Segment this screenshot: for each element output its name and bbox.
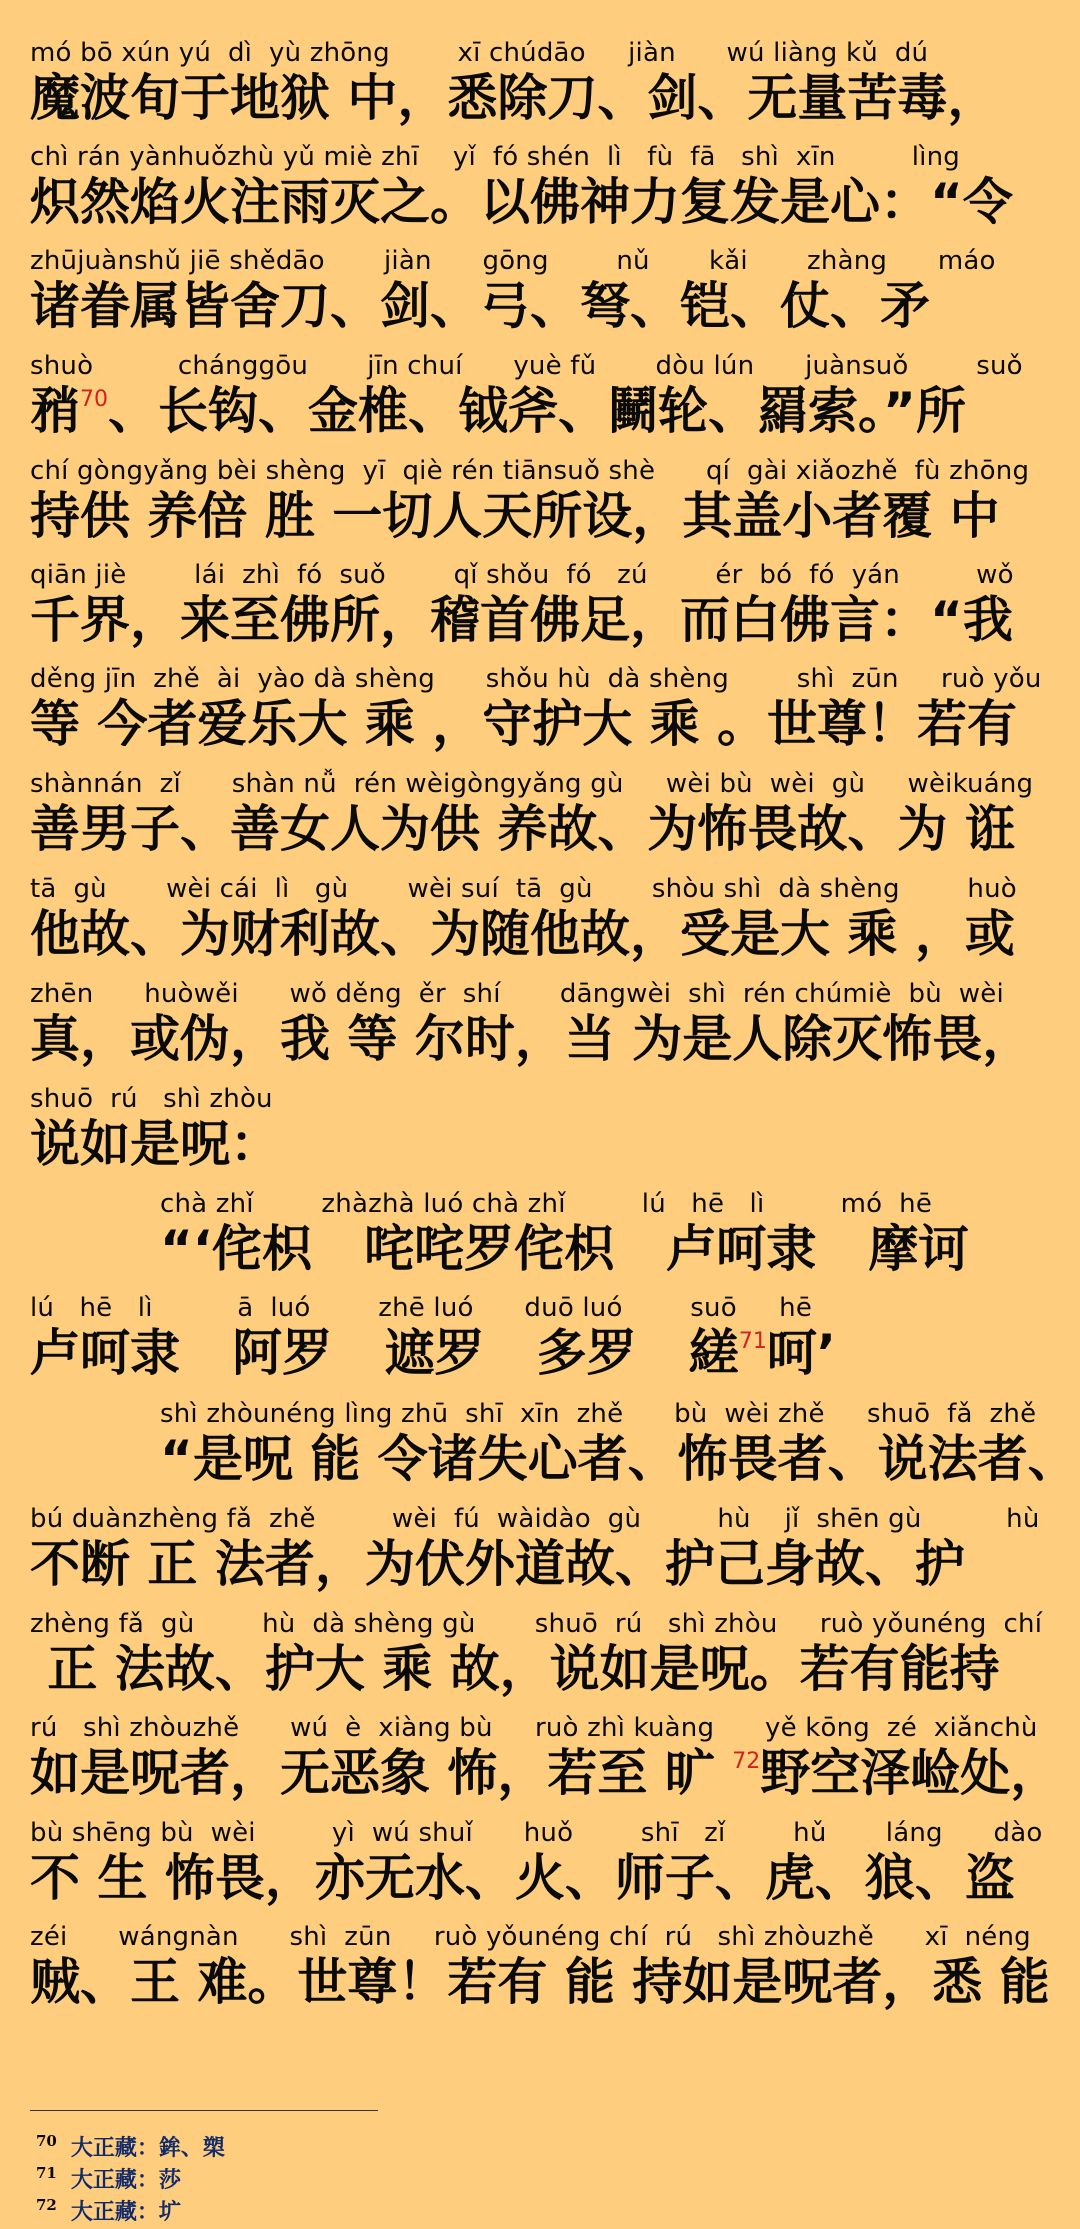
hanzi-text: 卢呵隶 阿罗 遮罗 多罗 縒 [30, 1324, 739, 1382]
hanzi-line [30, 694, 1060, 756]
text-line [30, 1293, 1060, 1385]
hanzi-line [30, 1009, 1060, 1071]
text-line [30, 979, 1060, 1071]
hanzi-text: 善男子、善女人为供 养故、为怖畏故、为 诳 [30, 800, 1015, 858]
footnote-item [36, 2165, 181, 2197]
text-line [160, 1399, 1078, 1491]
pinyin-line: chà zhǐ zhàzhà luó chà zhǐ lú hē lì mó hē [160, 1189, 933, 1219]
text-line [30, 560, 1060, 652]
pinyin-line: zhūjuànshǔ jiē shědāo jiàn gōng nǔ kǎi zhàng máo [30, 246, 996, 276]
hanzi-text: 持供 养倍 胜 一切人天所设，其盖小者覆 中 [30, 487, 1000, 545]
pinyin-line: zhèng fǎ gù hù dà shèng gù shuō rú shì zhòu ruò yǒunéng chí [30, 1609, 1043, 1639]
footnote-item [36, 2197, 181, 2229]
hanzi-text: 呵’ [766, 1324, 836, 1382]
hanzi-line [30, 486, 1060, 548]
hanzi-text: 贼、王 难。世尊！若有 能 持如是呪者，悉 能 [30, 1953, 1050, 2011]
hanzi-line [30, 1114, 1060, 1176]
pinyin-line: zéi wángnàn shì zūn ruò yǒunéng chí rú shì zhòuzhě xī néng [30, 1922, 1031, 1952]
hanzi-text: “‘侘枳 咤咤罗侘枳 卢呵隶 摩诃 [160, 1220, 969, 1278]
footnote-text: 大正藏：莎 [70, 2167, 181, 2193]
hanzi-text: 不 生 怖畏，亦无水、火、师子、虎、狼、盗 [30, 1849, 1015, 1907]
hanzi-line [30, 590, 1060, 652]
pinyin-line: zhēn huòwěi wǒ děng ěr shí dāngwèi shì rén chúmiè bù wèi [30, 979, 1004, 1009]
hanzi-line [30, 172, 1060, 234]
hanzi-text: 矟 [30, 382, 80, 440]
footnote-divider [30, 2110, 378, 2111]
hanzi-line [30, 68, 1060, 130]
pinyin-line: shuō rú shì zhòu [30, 1084, 273, 1114]
text-line [30, 1922, 1060, 2014]
text-line [30, 1084, 1060, 1176]
hanzi-text: “是呪 能 令诸失心者、怖畏者、说法者、 [160, 1430, 1078, 1488]
footnote-number: 71 [36, 2164, 57, 2182]
text-line [30, 456, 1060, 548]
text-line [30, 246, 1060, 338]
pinyin-line: děng jīn zhě ài yào dà shèng shǒu hù dà shèng shì zūn ruò yǒu [30, 664, 1042, 694]
pinyin-line: chí gòngyǎng bèi shèng yī qiè rén tiānsuǒ shè qí gài xiǎozhě fù zhōng [30, 456, 1030, 486]
hanzi-line [160, 1219, 1060, 1281]
text-line [30, 874, 1060, 966]
hanzi-line [30, 1534, 1060, 1596]
footnote-marker[interactable]: 72 [732, 1749, 761, 1774]
hanzi-line [30, 1743, 1060, 1805]
footnote-text: 大正藏：鉾、槊 [70, 2135, 225, 2161]
pinyin-line: qiān jiè lái zhì fó suǒ qǐ shǒu fó zú ér bó fó yán wǒ [30, 560, 1014, 590]
text-line [30, 1609, 1060, 1701]
pinyin-line: lú hē lì ā luó zhē luó duō luó suō hē [30, 1293, 813, 1323]
pinyin-line: rú shì zhòuzhě wú è xiàng bù ruò zhì kuàng yě kōng zé xiǎnchù [30, 1713, 1038, 1743]
text-line [30, 769, 1060, 861]
text-line [30, 38, 1060, 130]
pinyin-line: bú duànzhèng fǎ zhě wèi fú wàidào gù hù jǐ shēn gù hù [30, 1504, 1040, 1534]
hanzi-text: 正 法故、护大 乘 故，说如是呪。若有能持 [30, 1640, 1000, 1698]
pinyin-line: tā gù wèi cái lì gù wèi suí tā gù shòu shì dà shèng huò [30, 874, 1017, 904]
pinyin-line: chì rán yànhuǒzhù yǔ miè zhī yǐ fó shén lì fù fā shì xīn lìng [30, 142, 960, 172]
footnote-number: 70 [36, 2132, 57, 2150]
hanzi-line [30, 799, 1060, 861]
footnote-number: 72 [36, 2196, 57, 2214]
hanzi-text: 说如是呪： [30, 1115, 280, 1173]
pinyin-line: mó bō xún yú dì yù zhōng xī chúdāo jiàn wú liàng kǔ dú [30, 38, 929, 68]
hanzi-line [30, 1952, 1060, 2014]
hanzi-line [160, 1429, 1078, 1491]
hanzi-line [30, 381, 1060, 443]
text-line [30, 351, 1060, 443]
footnote-text: 大正藏：圹 [70, 2199, 181, 2225]
hanzi-line [30, 1323, 1060, 1385]
hanzi-text: 如是呪者，无恶象 怖，若至 旷 [30, 1744, 733, 1802]
footnote-marker[interactable]: 71 [738, 1329, 767, 1354]
hanzi-text: 真，或伪，我 等 尔时，当 为是人除灭怖畏， [30, 1010, 1033, 1068]
pinyin-line: bù shēng bù wèi yì wú shuǐ huǒ shī zǐ hǔ láng dào [30, 1818, 1043, 1848]
hanzi-text: 不断 正 法者，为伏外道故、护己身故、护 [30, 1535, 965, 1593]
hanzi-line [30, 1848, 1060, 1910]
footnote-item [36, 2133, 225, 2165]
text-line [30, 1818, 1060, 1910]
hanzi-text: 野空泽崄处， [760, 1744, 1061, 1802]
text-line [30, 664, 1060, 756]
footnote-marker[interactable]: 70 [80, 387, 108, 412]
text-line [30, 1713, 1060, 1805]
text-line [30, 1504, 1060, 1596]
hanzi-text: 魔波旬于地狱 中，悉除刀、剑、无量苦毒， [30, 69, 998, 127]
hanzi-text: 等 今者爱乐大 乘 ，守护大 乘 。世尊！若有 [30, 695, 1018, 753]
pinyin-line: shànnán zǐ shàn nǚ rén wèigòngyǎng gù wèi bù wèi gù wèikuáng [30, 769, 1034, 799]
hanzi-text: 诸眷属皆舍刀、剑、弓、弩、铠、仗、矛 [30, 277, 930, 335]
hanzi-line [30, 904, 1060, 966]
hanzi-text: 千界，来至佛所，稽首佛足，而白佛言：“我 [30, 591, 1013, 649]
text-line [160, 1189, 1060, 1281]
pinyin-line: shì zhòunéng lìng zhū shī xīn zhě bù wèi zhě shuō fǎ zhě [160, 1399, 1037, 1429]
hanzi-line [30, 276, 1060, 338]
hanzi-line [30, 1639, 1060, 1701]
hanzi-text: 他故、为财利故、为随他故，受是大 乘 ，或 [30, 905, 1015, 963]
pinyin-line: shuò chánggōu jīn chuí yuè fǔ dòu lún juànsuǒ suǒ [30, 351, 1023, 381]
text-line [30, 142, 1060, 234]
hanzi-text: 炽然焰火注雨灭之。以佛神力复发是心：“令 [30, 173, 1013, 231]
hanzi-text: 、长钩、金椎、钺斧、鬭轮、羂索。”所 [108, 382, 966, 440]
